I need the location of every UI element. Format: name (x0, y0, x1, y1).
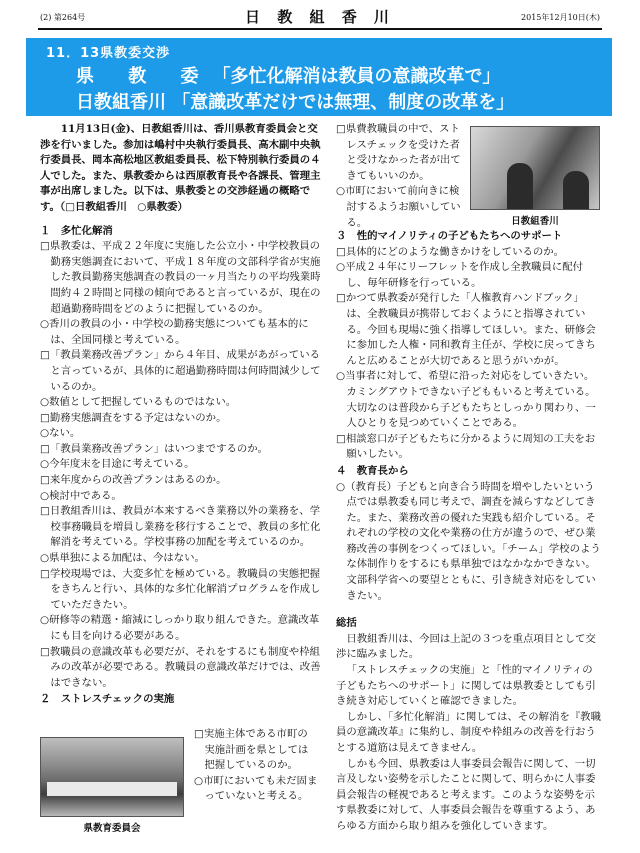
page-number: (2) 第264号 (40, 13, 86, 22)
summary-paragraph: 「ストレスチェックの実施」と「性的マイノリティの子どもたちへのサポート」に関しては県教委としても引き続き対応していくと確認できました。 (336, 664, 596, 708)
section1-list (40, 239, 324, 691)
photo1-caption: 県教育委員会 (83, 823, 141, 834)
newsletter-name: 日 教 組 香 川 (245, 8, 395, 26)
summary-title: 総括 (336, 617, 357, 630)
intro-paragraph: 11月13日(金)、日教組香川は、香川県教育委員会と交渉を行いました。参加は嶋村中央執行委員長、高木副中央執行委員長、岡本高松地区教組委員長、松下特別執行委員の４人でした。また、県教委からは西原教育長や各課長、管理主事が出席しました。以下は、県教委との交渉経過の概略です。（□日教組香川 ○県教委） (40, 123, 321, 213)
list-item: □「教員業務改善プラン」はいつまでするのか。 (40, 442, 269, 455)
section2-title: ２ ストレスチェックの実施 (40, 693, 175, 706)
list-item: □来年度からの改善プランはあるのか。 (40, 474, 227, 487)
list-item: □かつて県教委が発行した「人権教育ハンドブック」は、全教職員が携帯しておくようにと指導されている。今回も現場に強く指導してほしい。また、研修会に参加した人権・同和教育主任が、学校に戻ってきちんと広めることが大切であると思うがいかが。 (336, 292, 596, 367)
list-item: ○香川の教員の小・中学校の勤務実態についても基本的には、全国同様と考えている。 (40, 318, 309, 346)
photo2-caption: 日教組香川 (511, 216, 559, 227)
issue-date: 2015年12月10日(木) (521, 13, 600, 22)
header-rule (38, 28, 602, 30)
photo-prefectural-board (40, 737, 184, 817)
list-item: □具体的にどのような働きかけをしているのか。 (336, 245, 565, 258)
list-item: ○平成２４年にリーフレットを作成し全教職員に配付し、毎年研修を行っている。 (336, 261, 584, 289)
section2-right-list (336, 122, 466, 231)
banner-line-1: 県 教 委「多忙化解消は教員の意識改革で」 (76, 66, 501, 87)
list-item: ○ない。 (40, 427, 81, 440)
list-item: □実施主体である市町の実施計画を県としては把握しているのか。 (194, 728, 309, 772)
list-item: □「教員業務改善プラン」から４年目、成果があがっていると言っているが、具体的に超過勤務時間は何時間減少しているのか。 (40, 349, 321, 393)
list-item: □勤務実態調査をする予定はないのか。 (40, 411, 227, 424)
page-header (0, 0, 640, 32)
banner-subtitle: 11．13県教委交渉 (46, 46, 171, 61)
section4-title: ４ 教育長から (336, 464, 409, 477)
list-item: ○市町において前向きに検討するようお願いしている。 (336, 185, 461, 229)
banner-line-2: 日教組香川 「意識改革だけでは無理、制度の改革を」 (76, 92, 515, 113)
right-column (336, 228, 602, 835)
summary-paragraph: しかも今回、県教委は人事委員会報告に関して、一切言及しない姿勢を示したことに関して、明らかに人事委員会報告の軽視であると考えます。このような姿勢を示す県教委に対して、人事委員会報告を尊重するよう、あらゆる方面から取り組みを強化していきます。 (336, 757, 596, 832)
summary-paragraph: しかし、「多忙化解消」に関しては、その解消を『教職員の意識改革』に集約し、制度や枠組みの改善を行おうとする道筋は見えてきません。 (336, 710, 601, 754)
list-item: □県費教職員の中で、ストレスチェックを受けた者と受けなかった者が出てきてもいいのか。 (336, 123, 461, 182)
list-item: ○県単独による加配は、今はない。 (40, 552, 205, 565)
list-item: ○当事者に対して、希望に沿った対応をしていきたい。カミングアウトできない子どももいると考えている。大切なのは普段から子どもたちとしっかり関わり、一人ひとりを見つめていくことである。 (336, 370, 596, 430)
photo-union (470, 126, 600, 210)
list-item: □学校現場では、大変多忙を極めている。教職員の実態把握をきちんと行い、具体的な多忙化解消プログラムを作成していただきたい。 (40, 567, 321, 611)
list-item: ○今年度末を目途に考えている。 (40, 458, 195, 471)
list-item: ○検討中である。 (40, 489, 122, 502)
list-item: ○（教育長）子どもと向き合う時間を増やしたいという点では県教委も同じ考えで、調査を減らすなどしてきた。また、業務改善の優れた実践も紹介している。それぞれの学校の文化や業務の仕方が違うので、ぜひ業務改善の事例をつくってほしい。「チーム」学校のような体制作りをするにも県単独ではなかなかできない。文部科学省への要望とともに、引き続き対応をしていきたい。 (336, 480, 601, 602)
headline-banner (26, 38, 612, 116)
list-item: □教職員の意識改革も必要だが、それをするにも制度や枠組みの改革が必要である。教職員の意識改革だけでは、改善はできない。 (40, 645, 321, 689)
section1-title: １ 多忙化解消 (40, 224, 113, 237)
list-item: ○数値として把握しているものではない。 (40, 396, 237, 409)
list-item: □日教組香川は、教員が本来するべき業務以外の業務を、学校事務職員を増員し業務を移行することで、教員の多忙化解消を考えている。学校事務の加配を考えているのか。 (40, 505, 321, 549)
section3-title: ３ 性的マイノリティの子どもたちへのサポート (336, 230, 563, 242)
left-column (40, 122, 324, 708)
list-item: □県教委は、平成２２年度に実施した公立小・中学校教員の勤務実態調査において、平成１８年度の文部科学省が実施した教員勤務実態調査の教員の一ヶ月当たりの平均残業時間約４２時間と同様の傾向であると言っているが、現在の超過勤務時間をどのように把握しているのか。 (40, 240, 321, 315)
section2-left-list (194, 727, 318, 805)
list-item: ○研修等の精選・縮減にしっかり取り組んできた。意識改革にも目を向ける必要がある。 (40, 614, 320, 642)
list-item: □相談窓口が子どもたちに分かるように周知の工夫をお願いしたい。 (336, 432, 596, 461)
list-item: ○市町においても未だ固まっていないと考える。 (194, 774, 318, 803)
summary-paragraph: 日教組香川は、今回は上記の３つを重点項目として交渉に臨みました。 (336, 632, 596, 661)
